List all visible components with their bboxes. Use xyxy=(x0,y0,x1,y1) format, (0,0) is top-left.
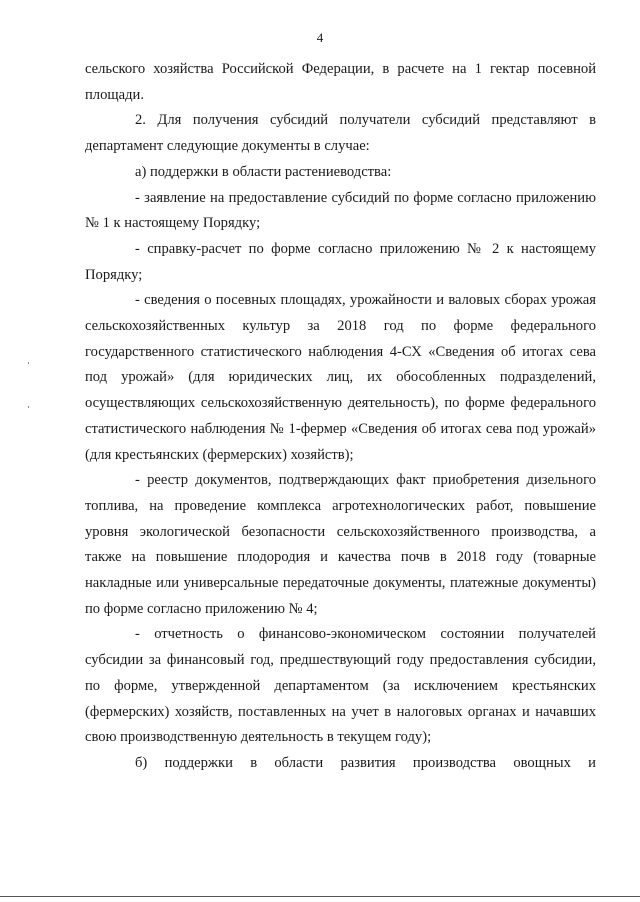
list-item-application: - заявление на предоставление субсидий по форме согласно приложению № 1 к настоящему Порядку; xyxy=(85,189,596,232)
document-body xyxy=(85,57,596,777)
list-item-fuel-registry: - реестр документов, подтверждающих факт приобретения дизельного топлива, на проведение комплекса агротехнологических работ, повышение уровня экологической безопасности сельскохозяйственного производства, а также на повышение плодородия и качества почв в 2018 году (товарные накладные или универсальные передаточные документы, платежные документы) по форме согласно приложению № 4; xyxy=(85,472,596,617)
list-item-financial-report: - отчетность о финансово-экономическом состоянии получателей субсидии за финансовый год, предшествующий году предоставления субсидии, по форме, утвержденной департаментом (за исключением крестьянских (фермерских) хозяйств, поставленных на учет в налоговых органах и начавших свою производственную деятельность в текущем году); xyxy=(85,626,596,746)
paragraph-item-2: 2. Для получения субсидий получатели субсидий представляют в департамент следующие документы в случае: xyxy=(85,112,596,155)
list-item-calculation: - справку-расчет по форме согласно приложению № 2 к настоящему Порядку; xyxy=(85,240,596,283)
margin-mark xyxy=(28,362,29,364)
margin-mark xyxy=(28,406,29,408)
scan-edge-line xyxy=(0,896,640,897)
paragraph-continuation: сельского хозяйства Российской Федерации, в расчете на 1 гектар посевной площади. xyxy=(85,61,596,103)
paragraph-subitem-a: а) поддержки в области растениеводства: xyxy=(135,163,392,180)
paragraph-subitem-b: б) поддержки в области развития производства овощных и xyxy=(135,754,596,771)
page-number: 4 xyxy=(316,30,324,45)
list-item-sowing-info: - сведения о посевных площадях, урожайности и валовых сборах урожая сельскохозяйственных культур за 2018 год по форме федерального государственного статистического наблюдения 4-СХ «Сведения об итогах сева под урожай» (для юридических лиц, их обособленных подразделений, осуществляющих сельскохозяйственную деятельность), по форме федерального статистического наблюдения № 1-фермер «Сведения об итогах сева под урожай» (для крестьянских (фермерских) хозяйств); xyxy=(85,292,596,463)
